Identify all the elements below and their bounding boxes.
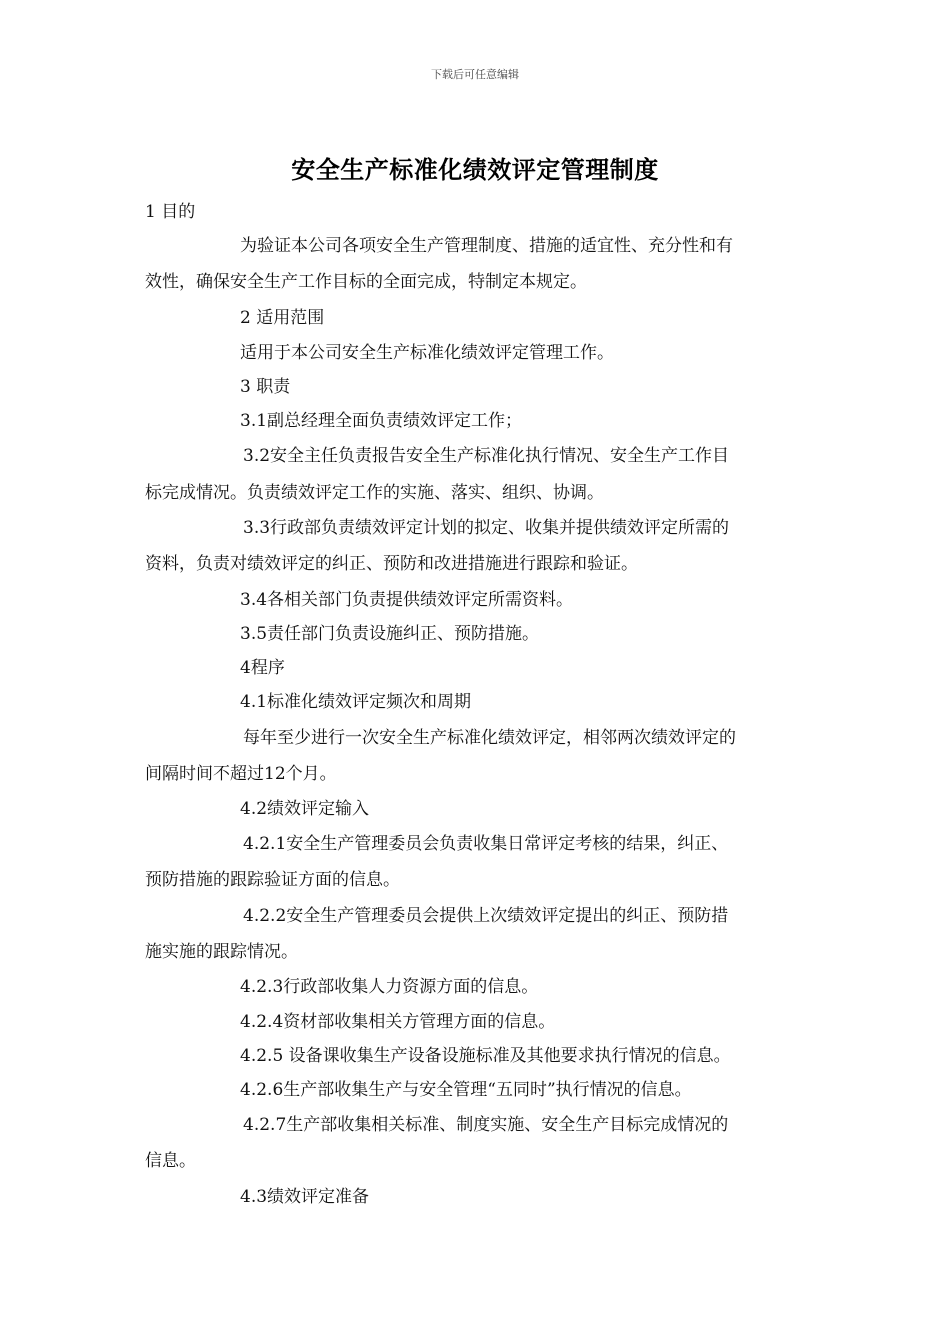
section-heading-procedure: 4程序 — [240, 658, 285, 678]
section-heading-purpose: 1 目的 — [145, 202, 196, 222]
section-heading-scope: 2 适用范围 — [240, 308, 325, 328]
paragraph-line: 4.2.3行政部收集人力资源方面的信息。 — [240, 977, 539, 997]
paragraph-line: 4.2.1安全生产管理委员会负责收集日常评定考核的结果，纠正、 — [243, 834, 729, 854]
paragraph-line: 施实施的跟踪情况。 — [145, 942, 298, 962]
paragraph-line: 4.2.4资材部收集相关方管理方面的信息。 — [240, 1012, 556, 1032]
paragraph-line: 间隔时间不超过12个月。 — [145, 764, 337, 784]
paragraph-line: 资料，负责对绩效评定的纠正、预防和改进措施进行跟踪和验证。 — [145, 554, 638, 574]
paragraph-line: 标完成情况。负责绩效评定工作的实施、落实、组织、协调。 — [145, 483, 604, 503]
paragraph-line: 适用于本公司安全生产标准化绩效评定管理工作。 — [240, 343, 614, 363]
paragraph-line: 4.2.2安全生产管理委员会提供上次绩效评定提出的纠正、预防措 — [243, 906, 729, 926]
paragraph-line: 3.2安全主任负责报告安全生产标准化执行情况、安全生产工作目 — [243, 446, 730, 466]
paragraph-line: 为验证本公司各项安全生产管理制度、措施的适宜性、充分性和有 — [240, 236, 733, 256]
paragraph-line: 3.4各相关部门负责提供绩效评定所需资料。 — [240, 590, 574, 610]
subsection-heading: 4.3绩效评定准备 — [240, 1187, 370, 1207]
paragraph-line: 每年至少进行一次安全生产标准化绩效评定，相邻两次绩效评定的 — [243, 728, 736, 748]
paragraph-line: 3.5责任部门负责设施纠正、预防措施。 — [240, 624, 540, 644]
paragraph-line: 信息。 — [145, 1151, 196, 1171]
document-title: 安全生产标准化绩效评定管理制度 — [291, 156, 659, 184]
subsection-heading: 4.2绩效评定输入 — [240, 799, 370, 819]
paragraph-line: 4.2.7生产部收集相关标准、制度实施、安全生产目标完成情况的 — [243, 1115, 729, 1135]
paragraph-line: 4.2.5 设备课收集生产设备设施标准及其他要求执行情况的信息。 — [240, 1046, 731, 1066]
section-heading-duties: 3 职责 — [240, 377, 291, 397]
page-header-note: 下载后可任意编辑 — [431, 68, 519, 81]
subsection-heading: 4.1标准化绩效评定频次和周期 — [240, 692, 472, 712]
paragraph-line: 4.2.6生产部收集生产与安全管理“五同时”执行情况的信息。 — [240, 1080, 692, 1100]
paragraph-line: 预防措施的跟踪验证方面的信息。 — [145, 870, 400, 890]
paragraph-line: 3.1副总经理全面负责绩效评定工作； — [240, 411, 523, 431]
paragraph-line: 3.3行政部负责绩效评定计划的拟定、收集并提供绩效评定所需的 — [243, 518, 730, 538]
paragraph-line: 效性，确保安全生产工作目标的全面完成，特制定本规定。 — [145, 272, 587, 292]
